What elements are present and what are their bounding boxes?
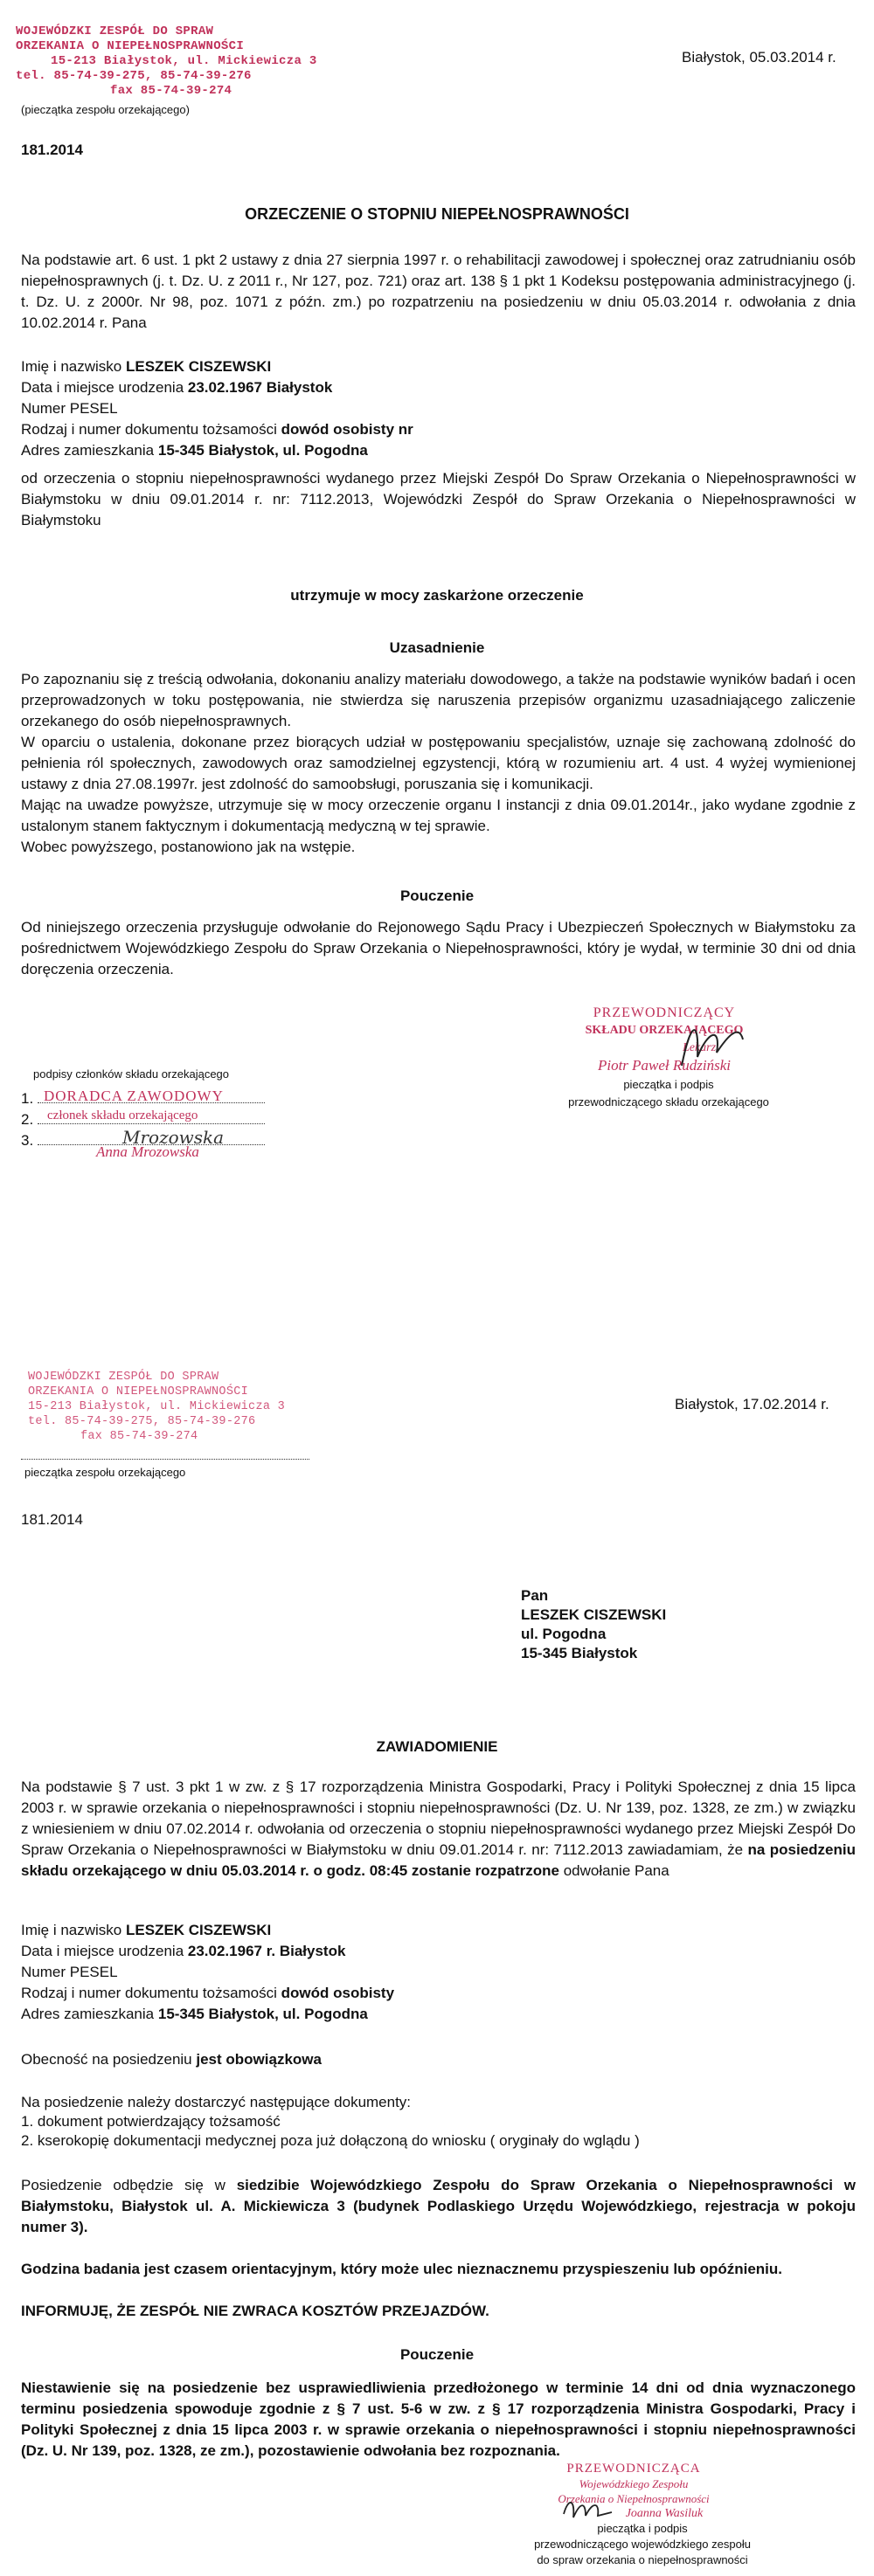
documents-list	[21, 2093, 640, 2151]
chair-caption	[516, 2521, 769, 2568]
place-date: Białystok, 05.03.2014 r.	[682, 49, 836, 66]
chair-signature	[559, 2497, 621, 2523]
justification-paragraph: Po zapoznaniu się z treścią odwołania, dokonaniu analizy materiału dowodowego, a także na podstawie wyników badań i ocen przeprowadzonych w toku postępowania, nie stwierdza się naruszenia przepisów organizmu uzasadniającego zaliczenie orzekanego do osób niepełnosprawnych.	[21, 671, 856, 729]
stamp-line: SKŁADU ORZEKAJĄCEGO	[585, 1024, 744, 1037]
documents-heading: Na posiedzenie należy dostarczyć następujące dokumenty:	[21, 2094, 412, 2110]
presence-label: Obecność na posiedzeniu	[21, 2051, 192, 2068]
stamp-line: WOJEWÓDZKI ZESPÓŁ DO SPRAW	[28, 1371, 219, 1384]
member-number: 1.	[21, 1090, 34, 1107]
stamp-line: Joanna Wasiluk	[625, 2507, 704, 2520]
stamp-line: Orzekania o Niepełnosprawności	[558, 2492, 710, 2505]
appeal-paragraph: od orzeczenia o stopniu niepełnosprawności wydanego przez Miejski Zespół Do Spraw Orzekania o Niepełnosprawności w Białymstoku w dniu 09.01.2014 r. nr: 7112.2013, Wojewódzki Zespół do Spraw Orzekania o Niepełnosprawności w Białymstoku	[21, 470, 856, 528]
member-number: 3.	[21, 1132, 34, 1149]
caption-line: przewodniczącego wojewódzkiego zespołu	[534, 2538, 751, 2551]
presence-note	[21, 2049, 322, 2070]
recipient-line: 15-345 Białystok	[521, 1645, 638, 1661]
stamp-line: tel. 85-74-39-275, 85-74-39-276	[28, 1415, 256, 1428]
stamp-rule	[21, 1459, 309, 1460]
intro-paragraph: Na podstawie art. 6 ust. 1 pkt 2 ustawy z dnia 27 sierpnia 1997 r. o rehabilitacji zawodowej i społecznej oraz zatrudnianiu osób niepełnosprawnych (j. t. Dz. U. z 2011 r., Nr 127, poz. 721) oraz art. 138 § 1 pkt 1 Kodeksu postępowania administracyjnego (j. t. Dz. U. z 2000r. Nr 98, poz. 1071 z późn. zm.) po rozpatrzeniu na posiedzeniu w dniu 05.03.2014 r. odwołania z dnia 10.02.2014 r. Pana	[21, 252, 856, 331]
stamp-caption: (pieczątka zespołu orzekającego)	[21, 103, 190, 116]
stamp-line: fax 85-74-39-274	[80, 1430, 198, 1443]
costs-note: INFORMUJĘ, ŻE ZESPÓŁ NIE ZWRACA KOSZTÓW PRZEJAZDÓW.	[21, 2303, 489, 2319]
birth-label: Data i miejsce urodzenia	[21, 1943, 184, 1959]
stamp-caption: pieczątka zespołu orzekającego	[24, 1466, 186, 1479]
justification-paragraph: W oparciu o ustalenia, dokonane przez biorących udział w postępowaniu specjalistów, uznaje się zachowaną zdolność do pełnienia ról społecznych, zawodowych oraz samodzielnej egzystencji, którą w rozumieniu art. 4 ust. 4 wyżej wymienionej ustawy z dnia 27.08.1997r. jest zdolność do samoobsługi, poruszania się i komunikacji.	[21, 734, 856, 792]
institution-stamp	[16, 24, 317, 99]
decision-text: utrzymuje w mocy zaskarżone orzeczenie	[290, 587, 584, 604]
instruction-paragraph: Niestawienie się na posiedzenie bez usprawiedliwienia przedłożonego w terminie 14 dni od dnia wyznaczonego terminu posiedzenia spowoduje zgodnie z § 7 ust. 5-6 w zw. z § 17 rozporządzenia Ministra Gospodarki, Pracy i Polityki Społecznej z dnia 15 lipca 2003 r. w sprawie orzekania o niepełnosprawności i stopniu niepełnosprawności (Dz. U. Nr 139, poz. 1328, ze zm.), pozostawienie odwołania bez rozpoznania.	[21, 2379, 856, 2459]
stamp-line: ORZEKANIA O NIEPEŁNOSPRAWNOŚCI	[28, 1385, 249, 1398]
reference-number: 181.2014	[21, 142, 83, 158]
institution-stamp	[28, 1370, 286, 1444]
chair-caption	[559, 1076, 778, 1111]
name-label: Imię i nazwisko	[21, 358, 122, 375]
doc-label: Rodzaj i numer dokumentu tożsamości	[21, 1985, 277, 2001]
hour-note: Godzina badania jest czasem orientacyjnym, który może ulec nieznacznemu przyspieszeniu lub opóźnieniu.	[21, 2261, 782, 2277]
caption-line: do spraw orzekania o niepełnosprawności	[537, 2553, 748, 2566]
address-label: Adres zamieszkania	[21, 442, 155, 459]
session-info: na posiedzeniu składu orzekającego w dniu 05.03.2014 r. o godz. 08:45 zostanie rozpatrzone	[21, 1841, 857, 1879]
recipient-block	[521, 1586, 666, 1663]
member-number: 2.	[21, 1111, 34, 1128]
stamp-line: 15-213 Białystok, ul. Mickiewicza 3	[51, 54, 317, 68]
presence-value: jest obowiązkowa	[196, 2051, 322, 2068]
person-name: LESZEK CISZEWSKI	[126, 358, 272, 375]
document-title: ORZECZENIE O STOPNIU NIEPEŁNOSPRAWNOŚCI	[245, 205, 629, 223]
stamp-line: WOJEWÓDZKI ZESPÓŁ DO SPRAW	[16, 24, 214, 38]
justification-paragraph: Mając na uwadze powyższe, utrzymuje się w mocy orzeczenie organu I instancji z dnia 09.01.2014r., jako wydane zgodnie z ustalonym stanem faktycznym i dokumentacją medyczną w tej sprawie.	[21, 797, 856, 834]
birth-label: Data i miejsce urodzenia	[21, 379, 184, 396]
intro-text: odwołanie Pana	[563, 1862, 669, 1879]
stamp-line: PRZEWODNICZĄCA	[566, 2462, 701, 2476]
recipient-line: Pan	[521, 1587, 549, 1604]
venue-paragraph	[21, 2175, 856, 2238]
name-label: Imię i nazwisko	[21, 1922, 122, 1938]
stamp-line: PRZEWODNICZĄCY	[593, 1005, 736, 1020]
stamp-line: 15-213 Białystok, ul. Mickiewicza 3	[28, 1400, 286, 1413]
address-label: Adres zamieszkania	[21, 2006, 155, 2022]
venue-address: siedzibie Wojewódzkiego Zespołu do Spraw Orzekania o Niepełnosprawności w Białymstoku, Białystok ul. A. Mickiewicza 3 (budynek Podlaskiego Urzędu Wojewódzkiego, rejestracja w pokoju numer 3).	[21, 2177, 856, 2235]
recipient-line: LESZEK CISZEWSKI	[521, 1606, 667, 1623]
place-date: Białystok, 17.02.2014 r.	[675, 1396, 829, 1412]
person-details	[21, 1920, 394, 2025]
intro-paragraph	[21, 1777, 856, 1882]
document-title: ZAWIADOMIENIE	[376, 1738, 498, 1755]
birth-value: 23.02.1967 r. Białystok	[187, 1943, 346, 1959]
chair-stamp	[516, 2462, 752, 2521]
caption-line: przewodniczącego składu orzekającego	[568, 1095, 769, 1108]
member-stamp	[44, 1087, 224, 1162]
instruction-heading: Pouczenie	[399, 2346, 475, 2363]
pesel-label: Numer PESEL	[21, 400, 118, 417]
address-value: 15-345 Białystok, ul. Pogodna	[157, 442, 368, 459]
stamp-line: DORADCA ZAWODOWY	[44, 1088, 224, 1104]
reference-number: 181.2014	[21, 1511, 83, 1528]
recipient-line: ul. Pogodna	[521, 1626, 607, 1642]
doc-value: dowód osobisty	[281, 1985, 395, 2001]
caption-line: pieczątka i podpis	[623, 1078, 714, 1091]
address-value: 15-345 Białystok, ul. Pogodna	[157, 2006, 368, 2022]
stamp-line: Lekarz	[682, 1041, 717, 1054]
caption-line: pieczątka i podpis	[597, 2522, 688, 2535]
member-signature: Mrozowska	[122, 1127, 225, 1148]
members-caption: podpisy członków składu orzekającego	[33, 1067, 230, 1081]
justification-body	[21, 669, 856, 858]
intro-text: Na podstawie § 7 ust. 3 pkt 1 w zw. z § 17 rozporządzenia Ministra Gospodarki, Pracy i Polityki Społecznej z dnia 15 lipca 2003 r. w sprawie orzekania o niepełnosprawności i stopniu niepełnosprawności (Dz. U. Nr 139, poz. 1328, ze zm.) w związku z wniesieniem w dniu 07.02.2014 r. odwołania od orzeczenia o stopniu niepełnosprawności wydanego przez Miejski Zespół Do Spraw Orzekania o Niepełnosprawności w Białymstoku w dniu 09.01.2014 r. nr: 7112.2013 zawiadamiam, że	[21, 1778, 856, 1858]
doc-value: dowód osobisty nr	[281, 421, 413, 438]
stamp-line: tel. 85-74-39-275, 85-74-39-276	[16, 69, 252, 83]
stamp-line: Anna Mrozowska	[96, 1143, 199, 1160]
stamp-line: ORZEKANIA O NIEPEŁNOSPRAWNOŚCI	[16, 39, 245, 53]
person-name: LESZEK CISZEWSKI	[126, 1922, 272, 1938]
doc-label: Rodzaj i numer dokumentu tożsamości	[21, 421, 277, 438]
instruction-paragraph: Od niniejszego orzeczenia przysługuje odwołanie do Rejonowego Sądu Pracy i Ubezpieczeń Społecznych w Białymstoku za pośrednictwem Wojewódzkiego Zespołu do Spraw Orzekania o Niepełnosprawności, który je wydał, w terminie 30 dni od dnia doręczenia orzeczenia.	[21, 919, 856, 977]
stamp-line: Wojewódzkiego Zespołu	[579, 2477, 689, 2490]
stamp-line: Piotr Paweł Rudziński	[597, 1057, 732, 1074]
birth-value: 23.02.1967 Białystok	[187, 379, 333, 396]
instruction-heading: Pouczenie	[399, 887, 475, 904]
chair-signature	[673, 1013, 752, 1074]
justification-heading: Uzasadnienie	[389, 639, 485, 656]
document-item: 1. dokument potwierdzający tożsamość	[21, 2113, 281, 2130]
justification-paragraph: Wobec powyższego, postanowiono jak na wstępie.	[21, 839, 356, 855]
document-item: 2. kserokopię dokumentacji medycznej poza już dołączoną do wniosku ( oryginały do wglądu )	[21, 2132, 640, 2149]
venue-text: Posiedzenie odbędzie się w	[21, 2177, 225, 2193]
person-details	[21, 356, 856, 461]
pesel-label: Numer PESEL	[21, 1964, 118, 1980]
stamp-line: fax 85-74-39-274	[110, 84, 232, 98]
stamp-line: członek składu orzekającego	[47, 1108, 198, 1122]
